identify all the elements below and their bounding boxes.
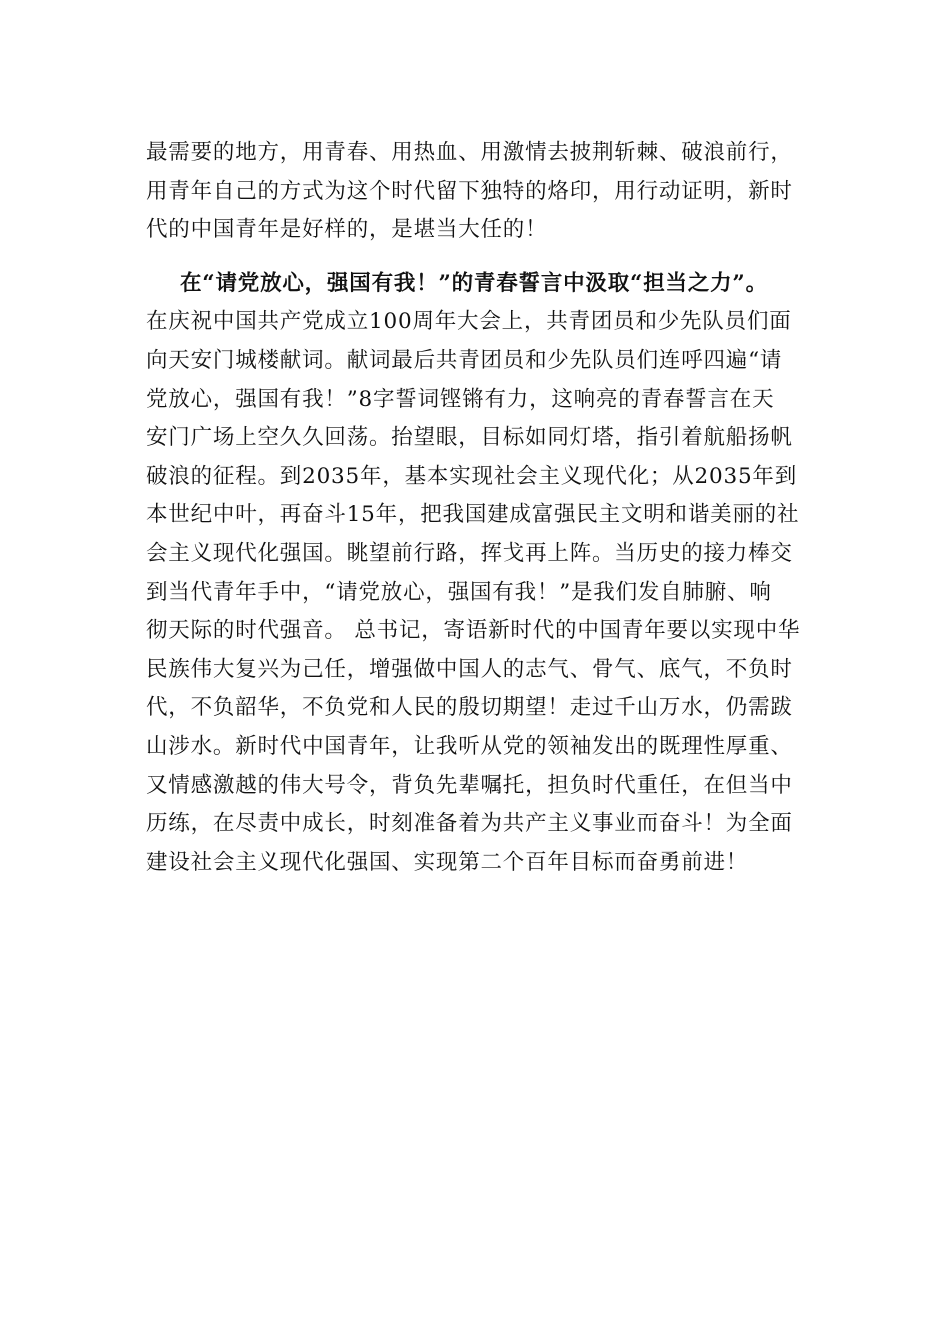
text-line: 又情感激越的伟大号令，背负先辈嘱托，担负时代重任，在但当中 — [146, 772, 793, 798]
text-line: 本世纪中叶，再奋斗15年，把我国建成富强民主文明和谐美丽的社 — [146, 502, 800, 528]
paragraph-continuation — [146, 134, 806, 250]
text-line: 最需要的地方，用青春、用热血、用激情去披荆斩棘、破浪前行， — [146, 140, 793, 165]
paragraph-pledge — [146, 265, 806, 883]
text-line: 向天安门城楼献词。献词最后共青团员和少先队员们连呼四遍“请 — [146, 347, 783, 373]
text-line: 安门广场上空久久回荡。抬望眼，目标如同灯塔，指引着航船扬帆 — [146, 425, 793, 451]
paragraph-heading: 在“请党放心，强国有我！”的青春誓言中汲取“担当之力”。 — [180, 270, 768, 296]
text-line: 建设社会主义现代化强国、实现第二个百年目标而奋勇前进！ — [146, 849, 749, 875]
text-line: 山涉水。新时代中国青年，让我听从党的领袖发出的既理性厚重、 — [146, 733, 793, 759]
text-line: 到当代青年手中，“请党放心，强国有我！”是我们发自肺腑、响 — [146, 579, 772, 605]
text-line: 民族伟大复兴为己任，增强做中国人的志气、骨气、底气，不负时 — [146, 656, 793, 682]
text-line: 会主义现代化强国。眺望前行路，挥戈再上阵。当历史的接力棒交 — [146, 540, 793, 566]
text-line: 彻天际的时代强音。 总书记，寄语新时代的中国青年要以实现中华 — [146, 618, 801, 644]
document-body — [146, 134, 806, 882]
text-line: 党放心，强国有我！”8字誓词铿锵有力，这响亮的青春誓言在天 — [146, 386, 775, 412]
text-line: 历练，在尽责中成长，时刻准备着为共产主义事业而奋斗！为全面 — [146, 811, 793, 837]
text-line: 代的中国青年是好样的，是堪当大任的！ — [146, 217, 548, 243]
text-line: 在庆祝中国共产党成立100周年大会上，共青团员和少先队员们面 — [146, 309, 792, 335]
text-line: 代，不负韶华，不负党和人民的殷切期望！走过千山万水，仍需跋 — [146, 695, 793, 721]
text-line: 用青年自己的方式为这个时代留下独特的烙印，用行动证明，新时 — [146, 178, 793, 204]
text-line: 破浪的征程。到2035年，基本实现社会主义现代化；从2035年到 — [146, 463, 798, 489]
paragraph-gap — [146, 250, 806, 265]
